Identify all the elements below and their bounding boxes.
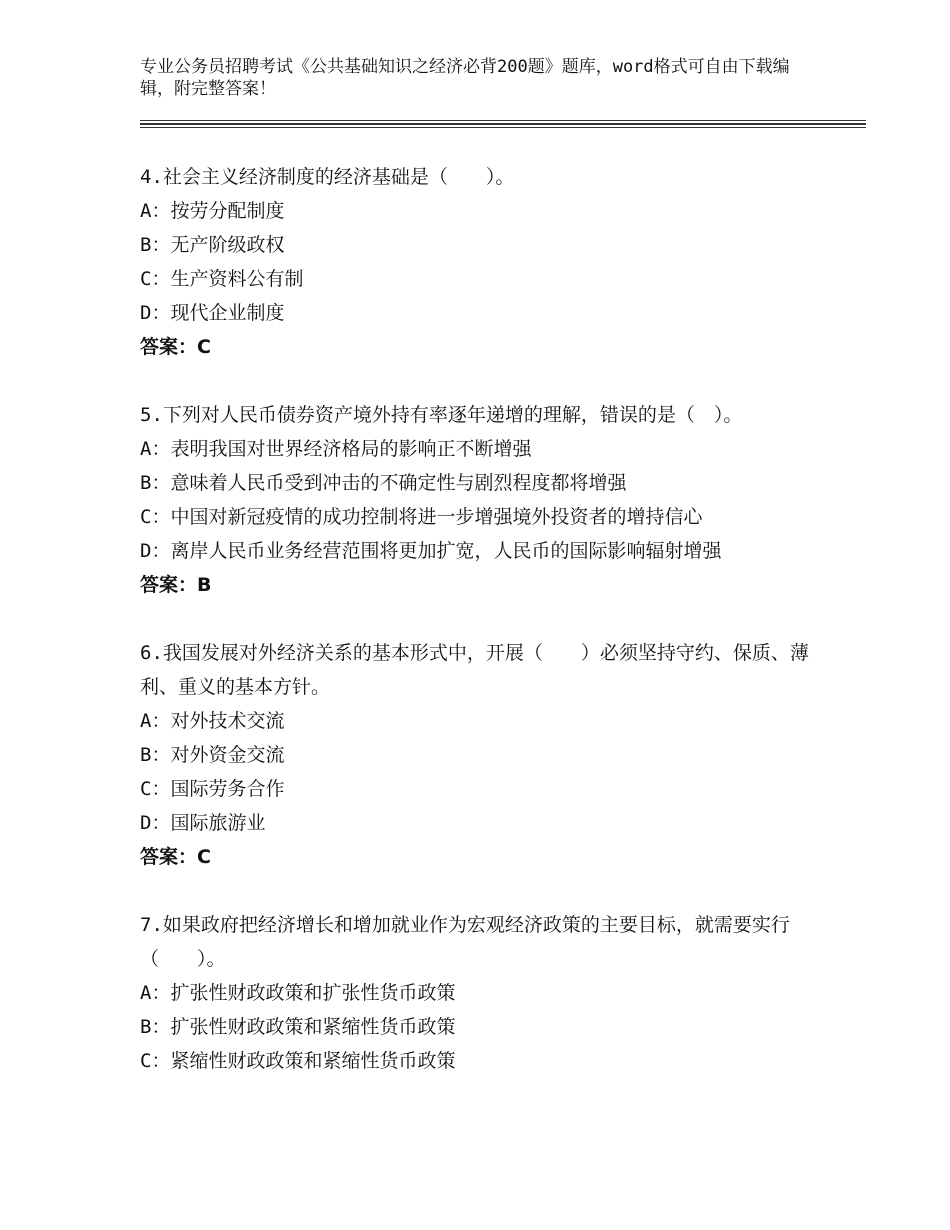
option-a: A：对外技术交流 [140, 710, 285, 732]
question-7 [140, 908, 820, 1078]
option-b: B：意味着人民币受到冲击的不确定性与剧烈程度都将增强 [140, 472, 627, 494]
answer-label: 答案：B [140, 574, 212, 596]
option-c: C：国际劳务合作 [140, 778, 285, 800]
option-c: C：紧缩性财政政策和紧缩性货币政策 [140, 1050, 456, 1072]
option-c: C：生产资料公有制 [140, 268, 304, 290]
option-d: D：离岸人民币业务经营范围将更加扩宽，人民币的国际影响辐射增强 [140, 540, 722, 562]
option-a: A：按劳分配制度 [140, 200, 285, 222]
header-rule [140, 120, 866, 121]
question-text: 6.我国发展对外经济关系的基本形式中，开展（ ）必须坚持守约、保质、薄利、重义的基本方针。 [140, 642, 809, 698]
document-header: 专业公务员招聘考试《公共基础知识之经济必背200题》题库，word格式可自由下载编辑，附完整答案！ [140, 57, 790, 99]
answer-label: 答案：C [140, 846, 211, 868]
option-a: A：表明我国对世界经济格局的影响正不断增强 [140, 438, 532, 460]
option-b: B：对外资金交流 [140, 744, 285, 766]
header-rule [140, 127, 866, 128]
option-d: D：现代企业制度 [140, 302, 285, 324]
header-rule [140, 123, 866, 125]
question-list [140, 160, 820, 1112]
question-text: 7.如果政府把经济增长和增加就业作为宏观经济政策的主要目标，就需要实行（ ）。 [140, 914, 790, 970]
option-c: C：中国对新冠疫情的成功控制将进一步增强境外投资者的增持信心 [140, 506, 703, 528]
option-b: B：扩张性财政政策和紧缩性货币政策 [140, 1016, 456, 1038]
question-5 [140, 398, 820, 602]
question-6 [140, 636, 820, 874]
question-text: 5.下列对人民币债券资产境外持有率逐年递增的理解，错误的是（ ）。 [140, 404, 743, 426]
option-a: A：扩张性财政政策和扩张性货币政策 [140, 982, 456, 1004]
option-d: D：国际旅游业 [140, 812, 266, 834]
question-text: 4.社会主义经济制度的经济基础是（ ）。 [140, 166, 515, 188]
question-4 [140, 160, 820, 364]
option-b: B：无产阶级政权 [140, 234, 285, 256]
answer-label: 答案：C [140, 336, 211, 358]
